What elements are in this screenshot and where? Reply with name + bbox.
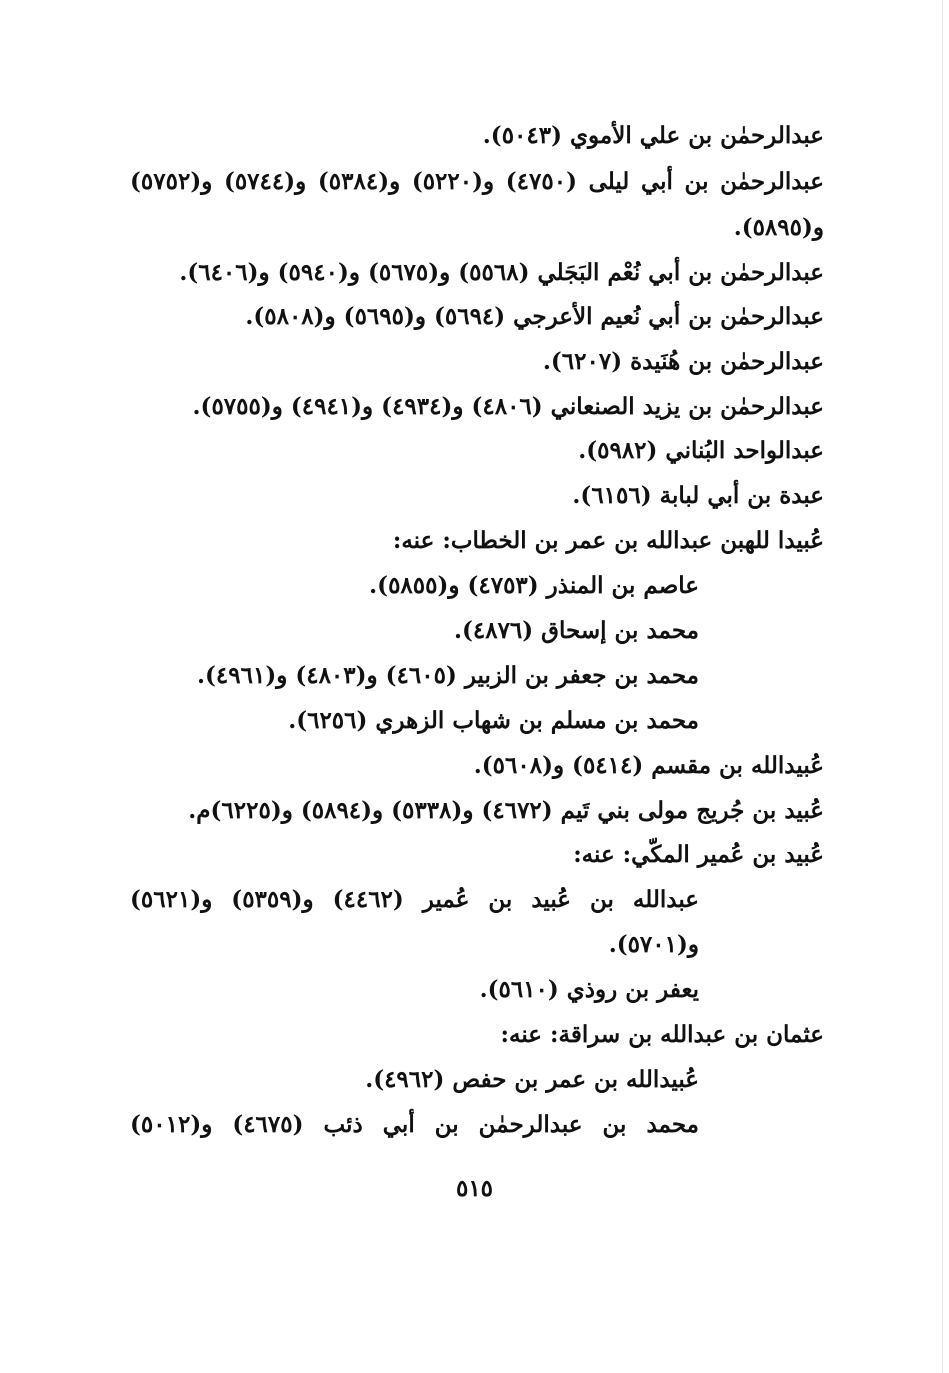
narrator-subentry: محمد بن عبدالرحمٰن بن أبي ذئب (٤٦٧٥) و(٥٠١٢) <box>130 1111 699 1138</box>
index-entry: عبدالرحمٰن بن أبي ليلى (٤٧٥٠) و(٥٢٢٠) و(٥٣٨٤) و(٥٧٤٤) و(٥٧٥٢) <box>130 168 824 195</box>
index-entry: عبدالرحمٰن بن أبي نُعيم الأعرجي (٥٦٩٤) و(٥٦٩٥) و(٥٨٠٨). <box>245 303 824 330</box>
narrator-subentry: محمد بن جعفر بن الزبير (٤٦٠٥) و(٤٨٠٣) و(٤٩٦١). <box>197 662 699 689</box>
index-entry: عبدالرحمٰن بن هُنَيدة (٦٢٠٧). <box>542 348 824 375</box>
index-entry: عبدة بن أبي لبابة (٦١٥٦). <box>572 482 824 509</box>
index-heading: عُبيدا للهبن عبدالله بن عمر بن الخطاب: عنه: <box>392 527 824 554</box>
index-entry: عبدالرحمٰن بن أبي نُعْم البَجَلي (٥٥٦٨) و(٥٦٧٥) و(٥٩٤٠) و(٦٤٠٦). <box>179 259 824 286</box>
narrator-subentry: عاصم بن المنذر (٤٧٥٣) و(٥٨٥٥). <box>369 572 699 599</box>
narrator-subentry: عُبيدالله بن عمر بن حفص (٤٩٦٢). <box>365 1066 699 1093</box>
narrator-subentry-continuation: و(٥٧٠١). <box>608 931 699 958</box>
index-entry: عبدالرحمٰن بن يزيد الصنعاني (٤٨٠٦) و(٤٩٣٤) و(٤٩٤١) و(٥٧٥٥). <box>192 393 824 420</box>
index-heading: عُبيد بن عُمير المكّي: عنه: <box>573 841 824 868</box>
page-edge-line <box>942 0 943 1373</box>
narrator-subentry: محمد بن إسحاق (٤٨٧٦). <box>453 617 699 644</box>
index-entry: عبدالواحد البُناني (٥٩٨٢). <box>578 437 824 464</box>
index-heading: عثمان بن عبدالله بن سراقة: عنه: <box>500 1021 824 1048</box>
narrator-subentry: عبدالله بن عُبيد بن عُمير (٤٤٦٢) و(٥٣٥٩) و(٥٦٢١) <box>130 886 699 913</box>
narrator-subentry: يعفر بن روذي (٥٦١٠). <box>479 976 699 1003</box>
index-entry: عُبيدالله بن مقسم (٥٤١٤) و(٥٦٠٨). <box>473 752 824 779</box>
index-entry: عبدالرحمٰن بن علي الأموي (٥٠٤٣). <box>482 122 824 149</box>
index-entry: عُبيد بن جُريج مولى بني تَيم (٤٦٧٢) و(٥٣٣٨) و(٥٨٩٤) و(٦٢٢٥)م. <box>188 797 824 824</box>
narrator-subentry: محمد بن مسلم بن شهاب الزهري (٦٢٥٦). <box>288 707 699 734</box>
index-entry-continuation: و(٥٨٩٥). <box>733 214 824 241</box>
page-number: ٥١٥ <box>455 1175 494 1202</box>
